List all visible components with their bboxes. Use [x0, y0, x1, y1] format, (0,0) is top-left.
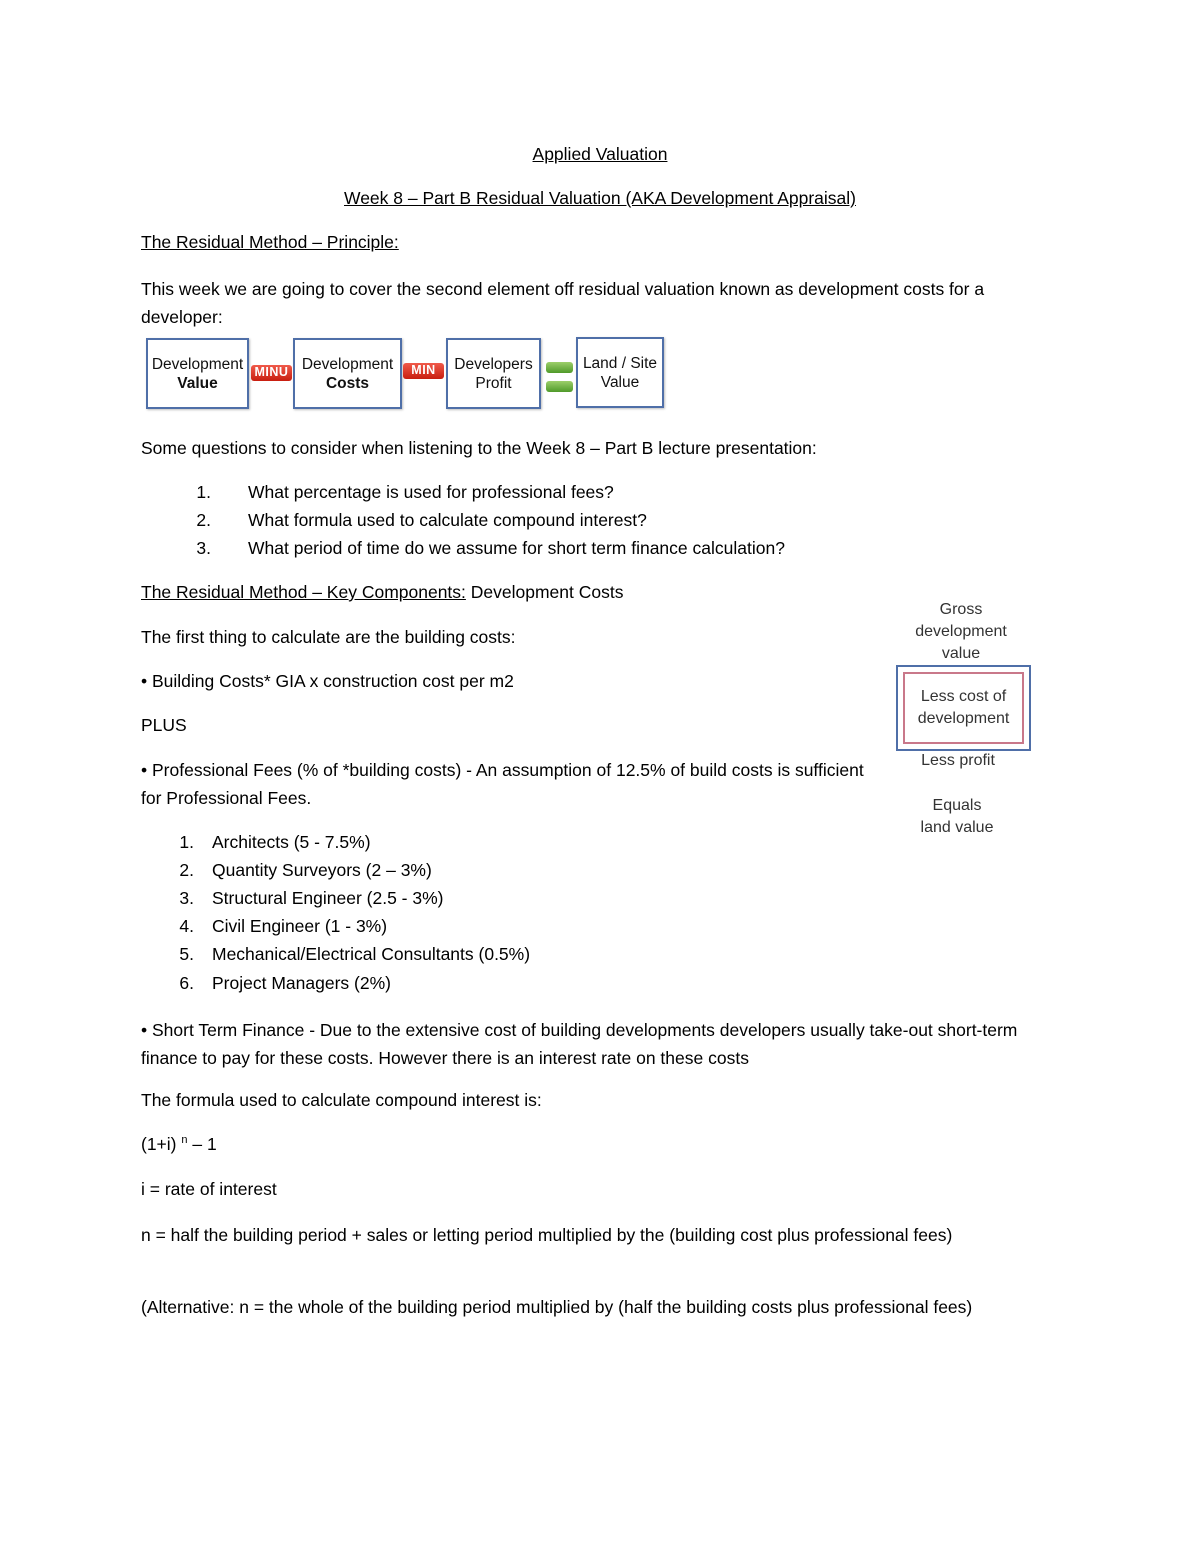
document-subtitle: Week 8 – Part B Residual Valuation (AKA Development Appraisal): [344, 188, 856, 208]
list-number: 2.: [179, 860, 194, 880]
development-value-box: [146, 338, 249, 409]
alternative-n: (Alternative: n = the whole of the building period multiplied by (half the building costs plus professional fees): [141, 1297, 973, 1317]
stack-line: Gross: [939, 601, 983, 618]
stack-line: development: [915, 623, 1007, 640]
stack-line: Equals: [932, 797, 982, 814]
list-number: 4.: [179, 916, 194, 936]
equals-bar-bottom: [546, 381, 573, 392]
box-label: Developers: [454, 355, 533, 373]
components-heading: The Residual Method – Key Components:: [141, 582, 466, 602]
list-item: Quantity Surveyors (2 – 3%): [212, 860, 432, 880]
compound-interest-formula: [141, 1134, 217, 1155]
box-label: Development: [301, 355, 394, 373]
box-label: Value: [600, 373, 640, 391]
list-item: Civil Engineer (1 - 3%): [212, 916, 388, 936]
development-costs-box: [293, 338, 402, 409]
questions-intro: Some questions to consider when listening to the Week 8 – Part B lecture presentation:: [141, 438, 817, 458]
box-label: Development: [151, 355, 244, 373]
plus-label: PLUS: [141, 715, 187, 735]
building-costs-bullet: • Building Costs* GIA x construction cost per m2: [141, 671, 514, 691]
formula-exponent: n: [181, 1134, 188, 1147]
professional-fees-bullet: • Professional Fees (% of *building costs) - An assumption of 12.5% of build costs is sufficient for Professional Fees.: [141, 760, 864, 808]
list-item: What formula used to calculate compound interest?: [248, 510, 647, 530]
list-item: Mechanical/Electrical Consultants (0.5%): [212, 944, 531, 964]
land-value-label: [895, 795, 1019, 839]
box-label-bold: Costs: [325, 374, 370, 392]
first-thing-text: The first thing to calculate are the building costs:: [141, 627, 516, 647]
box-label: Profit: [475, 374, 512, 392]
intro-paragraph: This week we are going to cover the second element off residual valuation known as development costs for a developer:: [141, 279, 985, 327]
components-heading-line: [141, 582, 623, 603]
definition-n: n = half the building period + sales or letting period multiplied by the (building cost plus professional fees): [141, 1225, 953, 1245]
list-number: 2.: [196, 510, 211, 530]
list-item: What period of time do we assume for short term finance calculation?: [248, 538, 785, 558]
list-number: 1.: [179, 832, 194, 852]
document-title: Applied Valuation: [532, 144, 668, 164]
less-cost-box: [903, 672, 1024, 744]
stack-line: Less cost of: [920, 688, 1007, 705]
list-item: Structural Engineer (2.5 - 3%): [212, 888, 444, 908]
formula-tail: – 1: [187, 1134, 217, 1154]
list-number: 3.: [196, 538, 211, 558]
land-site-value-box: [576, 337, 664, 408]
list-number: 3.: [179, 888, 194, 908]
list-number: 6.: [179, 973, 194, 993]
list-number: 1.: [196, 482, 211, 502]
minus-operator: MIN: [403, 363, 444, 379]
list-item: What percentage is used for professional fees?: [248, 482, 614, 502]
developers-profit-box: [446, 338, 541, 409]
list-item: Project Managers (2%): [212, 973, 391, 993]
components-subject: Development Costs: [465, 582, 624, 602]
minus-operator: MINU: [251, 365, 292, 381]
definition-i: i = rate of interest: [141, 1179, 277, 1199]
formula-intro: The formula used to calculate compound interest is:: [141, 1090, 542, 1110]
stack-line: land value: [920, 819, 994, 836]
stack-line: development: [917, 710, 1010, 727]
stack-line: value: [941, 645, 981, 662]
list-number: 5.: [179, 944, 194, 964]
box-label: Land / Site: [582, 354, 658, 372]
principle-heading: The Residual Method – Principle:: [141, 232, 399, 252]
box-label-bold: Value: [177, 374, 218, 392]
gross-development-value-label: [895, 599, 1027, 665]
less-profit-label: Less profit: [921, 752, 995, 769]
list-item: Architects (5 - 7.5%): [212, 832, 371, 852]
formula-base: (1+i): [141, 1134, 182, 1154]
short-term-finance-bullet: • Short Term Finance - Due to the extensive cost of building developments developers usually take-out short-term finance to pay for these costs. However there is an interest rate on these costs: [141, 1020, 1018, 1068]
equals-bar-top: [546, 362, 573, 373]
